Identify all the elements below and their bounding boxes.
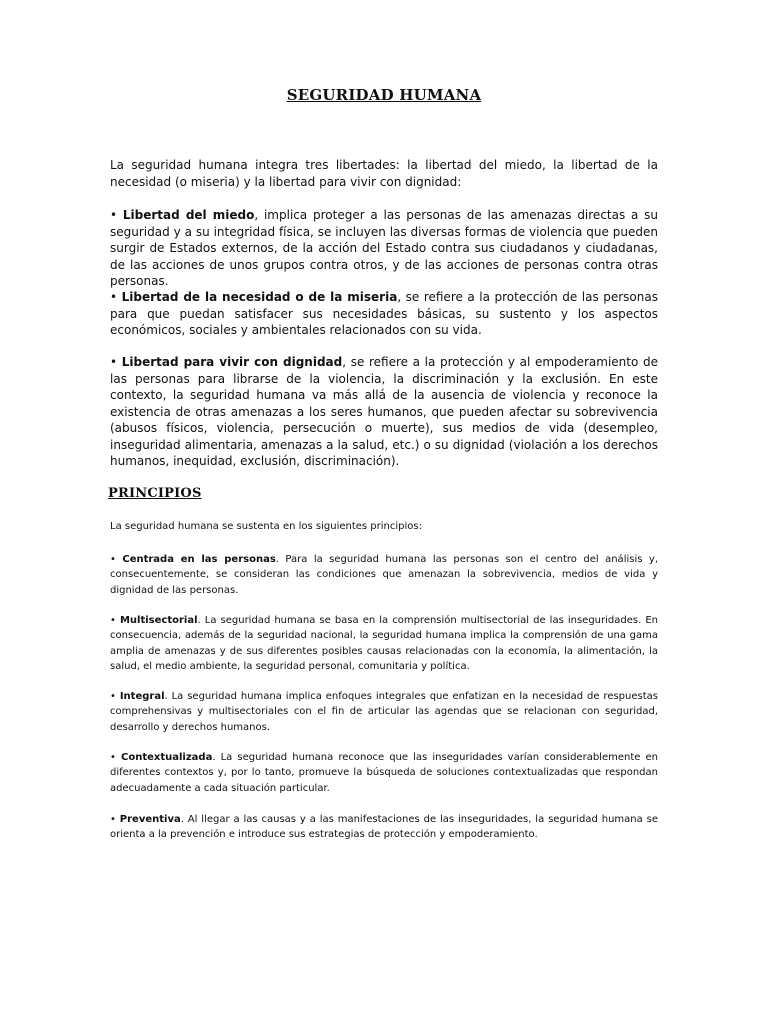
bullet: • (110, 615, 116, 626)
principios-intro: La seguridad humana se sustenta en los siguientes principios: (110, 521, 422, 532)
principio-integral-term: Integral (119, 691, 165, 702)
principios-heading: PRINCIPIOS (108, 486, 202, 501)
libertad-necesidad-text: , se refiere a la protección de las personas para que puedan satisfacer sus necesidades básicas, su sustento y los aspectos económicos, sociales y ambientales relacionados con su vida. (110, 290, 658, 337)
bullet: • (110, 208, 118, 222)
principio-centrada-text: . Para la seguridad humana las personas son el centro del análisis y, consecuentemente, se consideran las condiciones que amenazan la sobrevivencia, medios de vida y dignidad de las personas. (110, 554, 658, 596)
principio-contextualizada-term: Contextualizada (121, 752, 213, 763)
libertad-miedo-text: , implica proteger a las personas de las amenazas directas a su seguridad y a su integridad física, se incluyen las diversas formas de violencia que pueden surgir de Estados externos, de la acción del Estado contra sus ciudadanos y ciudadanas, de las acciones de unos grupos contra otros, y de las acciones de personas contra otras personas. (110, 208, 658, 288)
principio-contextualizada-paragraph (110, 750, 658, 796)
libertad-miedo-term: Libertad del miedo (122, 208, 255, 222)
principio-integral-text: . La seguridad humana implica enfoques integrales que enfatizan en la necesidad de respuestas comprehensivas y multisectoriales con el fin de articular las agendas que se relacionan con seguridad, desarrollo y derechos humanos. (110, 691, 658, 733)
libertad-dignidad-term: Libertad para vivir con dignidad (121, 355, 343, 369)
libertad-necesidad-term: Libertad de la necesidad o de la miseria (121, 290, 398, 304)
bullet: • (110, 290, 118, 304)
libertad-dignidad-text: , se refiere a la protección y al empoderamiento de las personas para librarse de la violencia, la discriminación y la exclusión. En este contexto, la seguridad humana va más allá de la ausencia de violencia y reconoce la existencia de otras amenazas a los seres humanos, que pueden afectar su sobrevivencia (abusos físicos, violencia, persecución o muerte), sus medios de vida (desempleo, inseguridad alimentaria, amenazas a la salud, etc.) o su dignidad (violación a los derechos humanos, inequidad, exclusión, discriminación). (110, 355, 658, 468)
principio-centrada-term: Centrada en las personas (122, 554, 276, 565)
bullet: • (110, 752, 116, 763)
bullet: • (110, 355, 118, 369)
intro-paragraph: La seguridad humana integra tres libertades: la libertad del miedo, la libertad de la necesidad (o miseria) y la libertad para vivir con dignidad: (110, 158, 658, 189)
principio-multisectorial-term: Multisectorial (119, 615, 198, 626)
libertad-miedo-paragraph (110, 207, 658, 290)
principio-contextualizada-text: . La seguridad humana reconoce que las inseguridades varían considerablemente en diferentes contextos y, por lo tanto, promueve la búsqueda de soluciones contextualizadas que respondan adecuadamente a cada situación particular. (110, 752, 658, 794)
principio-preventiva-text: . Al llegar a las causas y a las manifestaciones de las inseguridades, la seguridad humana se orienta a la prevención e introduce sus estrategias de protección y empoderamiento. (110, 814, 658, 841)
principio-preventiva-paragraph (110, 812, 658, 843)
libertad-necesidad-paragraph (110, 289, 658, 339)
principio-centrada-paragraph (110, 552, 658, 598)
document-title: SEGURIDAD HUMANA (286, 86, 482, 104)
principio-multisectorial-paragraph (110, 613, 658, 674)
libertad-dignidad-paragraph (110, 354, 658, 470)
bullet: • (110, 691, 116, 702)
bullet: • (110, 814, 116, 825)
principio-integral-paragraph (110, 689, 658, 735)
bullet: • (110, 554, 116, 565)
principio-multisectorial-text: . La seguridad humana se basa en la comprensión multisectorial de las inseguridades. En consecuencia, además de la seguridad nacional, la seguridad humana implica la comprensión de una gama amplia de amenazas y de sus diferentes posibles causas relacionadas con la economía, la alimentación, la salud, el medio ambiente, la seguridad personal, comunitaria y política. (110, 615, 658, 672)
principio-preventiva-term: Preventiva (119, 814, 181, 825)
